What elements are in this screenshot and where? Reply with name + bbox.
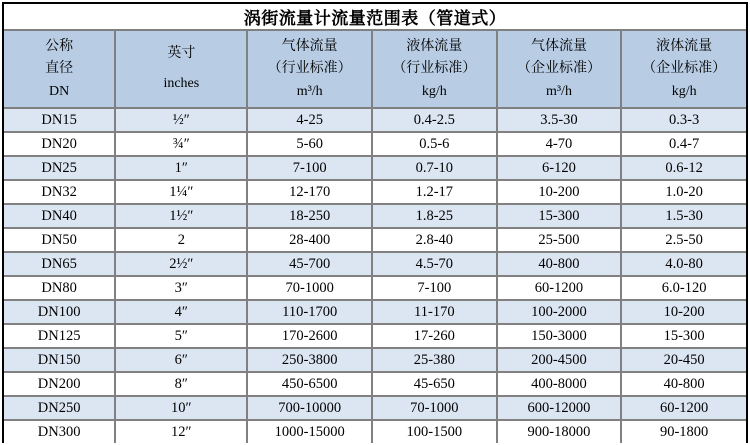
table-cell: DN50 xyxy=(4,228,115,252)
table-cell: 12-170 xyxy=(247,180,372,204)
column-header-3 xyxy=(247,30,372,108)
table-cell: 1.5-30 xyxy=(621,204,746,228)
table-cell: 4″ xyxy=(115,300,247,324)
table-cell: DN15 xyxy=(4,108,115,132)
table-cell: DN100 xyxy=(4,300,115,324)
table-row xyxy=(4,252,746,276)
table-cell: 20-450 xyxy=(621,348,746,372)
spec-table-frame xyxy=(2,2,748,443)
table-cell: 1¼″ xyxy=(115,180,247,204)
column-header-lines xyxy=(622,32,746,106)
table-cell: 4-25 xyxy=(247,108,372,132)
table-cell: 1.8-25 xyxy=(372,204,497,228)
column-header-line: DN xyxy=(49,83,70,99)
column-header-5 xyxy=(497,30,622,108)
table-cell: 4-70 xyxy=(497,132,622,156)
column-header-4 xyxy=(372,30,497,108)
table-row xyxy=(4,204,746,228)
table-cell: 100-1500 xyxy=(372,420,497,443)
table-cell: 1½″ xyxy=(115,204,247,228)
column-header-6 xyxy=(621,30,746,108)
column-header-line: 公称 xyxy=(45,38,74,54)
table-cell: 0.3-3 xyxy=(621,108,746,132)
table-cell: 10-200 xyxy=(497,180,622,204)
table-cell: DN150 xyxy=(4,348,115,372)
table-cell: 45-700 xyxy=(247,252,372,276)
table-body xyxy=(4,108,746,443)
table-cell: 0.6-12 xyxy=(621,156,746,180)
table-row xyxy=(4,180,746,204)
table-cell: 25-500 xyxy=(497,228,622,252)
table-row xyxy=(4,324,746,348)
column-header-lines xyxy=(498,32,621,106)
table-row xyxy=(4,132,746,156)
column-header-line: 直径 xyxy=(45,61,74,77)
column-header-lines xyxy=(373,32,496,106)
table-cell: 1.2-17 xyxy=(372,180,497,204)
table-cell: 60-1200 xyxy=(621,396,746,420)
column-header-line: （行业标准） xyxy=(267,61,352,77)
column-header-1 xyxy=(4,30,115,108)
table-cell: 250-3800 xyxy=(247,348,372,372)
column-header-lines xyxy=(4,32,114,106)
table-cell: DN25 xyxy=(4,156,115,180)
table-cell: 6-120 xyxy=(497,156,622,180)
table-cell: 6″ xyxy=(115,348,247,372)
column-header-line: （企业标准） xyxy=(642,61,727,77)
table-cell: DN250 xyxy=(4,396,115,420)
table-cell: 0.4-2.5 xyxy=(372,108,497,132)
table-row xyxy=(4,348,746,372)
column-header-lines xyxy=(116,32,246,106)
table-cell: 4.5-70 xyxy=(372,252,497,276)
table-cell: DN125 xyxy=(4,324,115,348)
table-cell: 0.7-10 xyxy=(372,156,497,180)
table-cell: 60-1200 xyxy=(497,276,622,300)
column-header-2 xyxy=(115,30,247,108)
column-header-line: inches xyxy=(163,76,200,92)
table-cell: 40-800 xyxy=(621,372,746,396)
table-cell: 1″ xyxy=(115,156,247,180)
table-row xyxy=(4,108,746,132)
table-cell: 70-1000 xyxy=(247,276,372,300)
table-cell: 10″ xyxy=(115,396,247,420)
column-header-line: kg/h xyxy=(421,83,447,99)
table-cell: DN40 xyxy=(4,204,115,228)
table-row xyxy=(4,300,746,324)
table-cell: 100-2000 xyxy=(497,300,622,324)
column-header-line: 气体流量 xyxy=(281,38,338,54)
table-cell: DN200 xyxy=(4,372,115,396)
flow-range-table xyxy=(4,4,746,443)
table-cell: 3.5-30 xyxy=(497,108,622,132)
table-cell: 15-300 xyxy=(621,324,746,348)
table-cell: DN80 xyxy=(4,276,115,300)
column-header-line: m³/h xyxy=(545,83,572,99)
table-cell: 11-170 xyxy=(372,300,497,324)
table-cell: 10-200 xyxy=(621,300,746,324)
table-cell: 5″ xyxy=(115,324,247,348)
table-row xyxy=(4,228,746,252)
table-cell: 700-10000 xyxy=(247,396,372,420)
table-cell: 25-380 xyxy=(372,348,497,372)
column-header-lines xyxy=(248,32,371,106)
table-cell: 600-12000 xyxy=(497,396,622,420)
table-cell: 3″ xyxy=(115,276,247,300)
table-cell: DN20 xyxy=(4,132,115,156)
table-row xyxy=(4,276,746,300)
table-cell: 2 xyxy=(115,228,247,252)
column-header-line: m³/h xyxy=(296,83,323,99)
table-cell: 2½″ xyxy=(115,252,247,276)
table-cell: ½″ xyxy=(115,108,247,132)
table-cell: DN65 xyxy=(4,252,115,276)
column-header-line: （企业标准） xyxy=(516,61,601,77)
table-cell: DN300 xyxy=(4,420,115,443)
table-cell: ¾″ xyxy=(115,132,247,156)
table-cell: 40-800 xyxy=(497,252,622,276)
table-row xyxy=(4,156,746,180)
column-header-line: 液体流量 xyxy=(406,38,463,54)
column-header-line: 液体流量 xyxy=(656,38,713,54)
table-cell: DN32 xyxy=(4,180,115,204)
table-row xyxy=(4,372,746,396)
table-cell: 0.5-6 xyxy=(372,132,497,156)
table-cell: 8″ xyxy=(115,372,247,396)
table-cell: 5-60 xyxy=(247,132,372,156)
table-cell: 150-3000 xyxy=(497,324,622,348)
table-title: 涡街流量计流量范围表（管道式） xyxy=(4,4,746,30)
table-cell: 450-6500 xyxy=(247,372,372,396)
table-cell: 1000-15000 xyxy=(247,420,372,443)
table-cell: 28-400 xyxy=(247,228,372,252)
table-cell: 7-100 xyxy=(247,156,372,180)
column-header-line: 英寸 xyxy=(167,46,196,62)
table-cell: 2.5-50 xyxy=(621,228,746,252)
table-cell: 45-650 xyxy=(372,372,497,396)
table-cell: 12″ xyxy=(115,420,247,443)
table-cell: 15-300 xyxy=(497,204,622,228)
table-cell: 17-260 xyxy=(372,324,497,348)
table-row xyxy=(4,396,746,420)
table-cell: 70-1000 xyxy=(372,396,497,420)
title-row xyxy=(4,4,746,30)
table-header-row xyxy=(4,30,746,108)
column-header-line: kg/h xyxy=(671,83,697,99)
table-cell: 4.0-80 xyxy=(621,252,746,276)
table-cell: 7-100 xyxy=(372,276,497,300)
table-cell: 900-18000 xyxy=(497,420,622,443)
table-cell: 1.0-20 xyxy=(621,180,746,204)
table-cell: 0.4-7 xyxy=(621,132,746,156)
table-cell: 18-250 xyxy=(247,204,372,228)
table-cell: 90-1800 xyxy=(621,420,746,443)
table-cell: 2.8-40 xyxy=(372,228,497,252)
table-cell: 400-8000 xyxy=(497,372,622,396)
table-cell: 200-4500 xyxy=(497,348,622,372)
column-header-line: 气体流量 xyxy=(530,38,587,54)
table-cell: 6.0-120 xyxy=(621,276,746,300)
column-header-line: （行业标准） xyxy=(392,61,477,77)
table-cell: 110-1700 xyxy=(247,300,372,324)
table-row xyxy=(4,420,746,443)
table-cell: 170-2600 xyxy=(247,324,372,348)
